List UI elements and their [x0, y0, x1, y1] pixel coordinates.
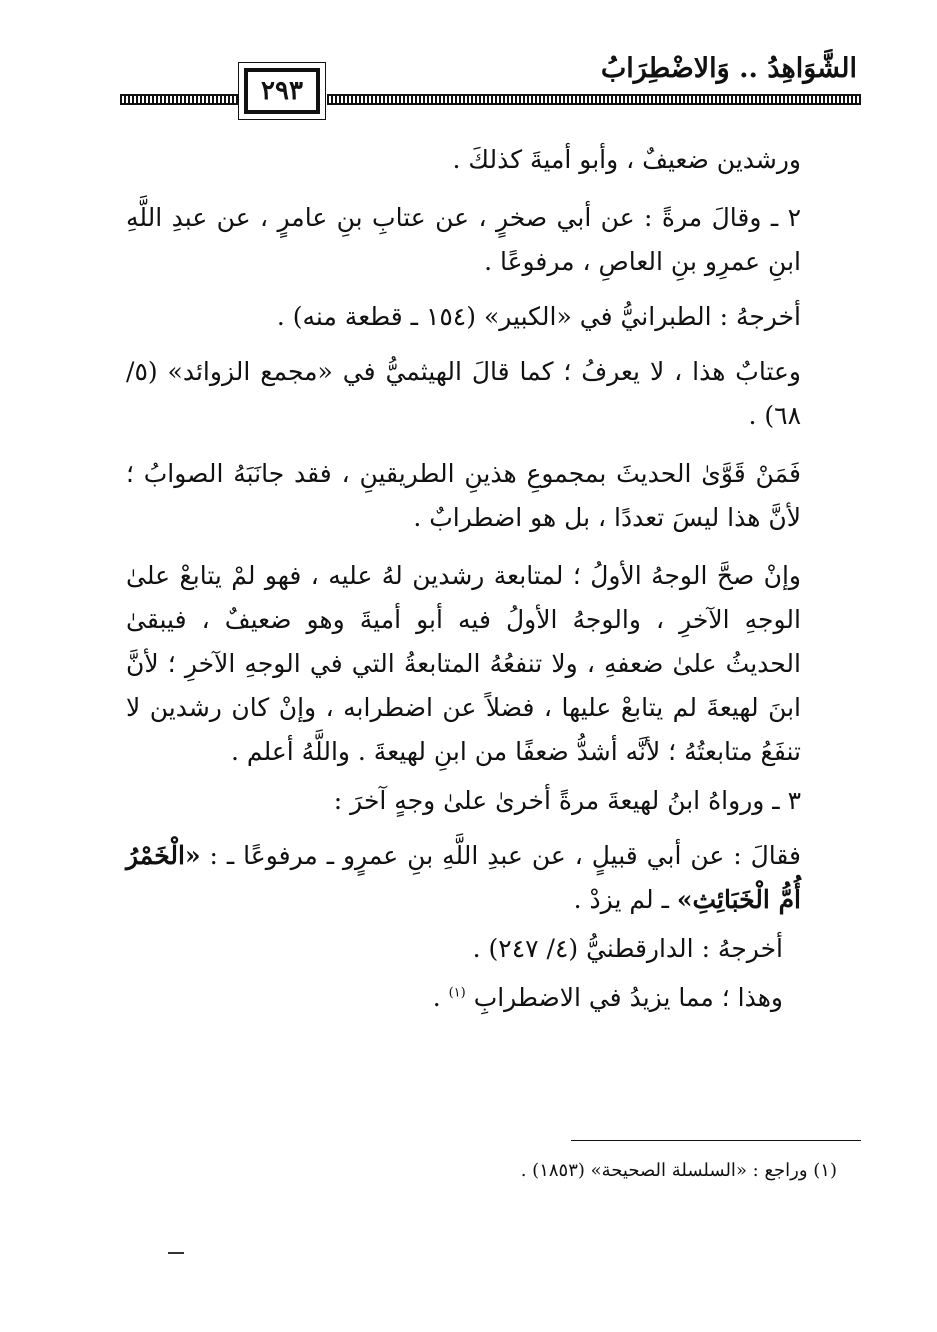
paragraph-10-end: . [432, 983, 449, 1012]
paragraph-6: وإنْ صحَّ الوجهُ الأولُ ؛ لمتابعة رشدين لهُ عليه ، فهو لمْ يتابعْ علىٰ الوجهِ الآخرِ ، والوجهُ الأولُ فيه أبو أميةَ وهو ضعيفٌ ، فيبقىٰ الحديثُ علىٰ ضعفهِ ، ولا تنفعُهُ المتابعةُ التي في الوجهِ الآخرِ ؛ لأنَّ ابنَ لهيعةَ لم يتابعْ عليها ، فضلاً عن اضطرابه ، وإنْ كان رشدين لا تنفَعُ متابعتُهُ ؛ لأنَّه أشدُّ ضعفًا من ابنِ لهيعةَ . واللَّهُ أعلم . [126, 561, 801, 766]
paragraph-8-text: فقالَ : عن أبي قبيلٍ ، عن عبدِ اللَّهِ بنِ عمرٍو ـ مرفوعًا ـ : [209, 841, 801, 870]
hadith-quote: «الْخَمْرُ أُمُّ الْخَبَائِثِ» [126, 841, 801, 914]
footnote-separator [571, 1140, 861, 1141]
paragraph-10 [126, 976, 861, 1020]
paragraph-8 [126, 834, 861, 922]
page-number: ٢٩٣ [244, 68, 320, 114]
paragraph-4: وعتابٌ هذا ، لا يعرفُ ؛ كما قالَ الهيثميُّ في «مجمع الزوائد» (٥/ ٦٨) . [126, 357, 801, 430]
header-rule-right [327, 94, 861, 105]
footnote-reference[interactable]: (١) [448, 985, 466, 1001]
paragraph-10-text: وهذا ؛ مما يزيدُ في الاضطرابِ [473, 983, 783, 1012]
paragraph-8-end: ـ لم يزدْ . [573, 885, 669, 914]
paragraph-3: أخرجهُ : الطبرانيُّ في «الكبير» (١٥٤ ـ قطعة منه) . [276, 302, 801, 331]
paragraph-5: فَمَنْ قَوَّىٰ الحديثَ بمجموعِ هذينِ الطريقينِ ، فقد جانَبَهُ الصوابُ ؛ لأنَّ هذا ليسَ تعددًا ، بل هو اضطرابٌ . [126, 459, 801, 532]
paragraph-2: ٢ ـ وقالَ مرةً : عن أبي صخرٍ ، عن عتابِ بنِ عامرٍ ، عن عبدِ اللَّهِ ابنِ عمرِو بنِ العاصِ ، مرفوعًا . [126, 203, 801, 276]
scan-mark [168, 1252, 184, 1254]
paragraph-9: أخرجهُ : الدارقطنيُّ (٤/ ٢٤٧) . [472, 934, 783, 963]
footnote-1: (١) وراجع : «السلسلة الصحيحة» (١٨٥٣) . [520, 1160, 837, 1181]
header-rule-left [120, 94, 238, 105]
body-text [126, 138, 861, 1020]
paragraph-1: ورشدين ضعيفٌ ، وأبو أميةَ كذلكَ . [452, 145, 801, 174]
running-title: الشَّوَاهِدُ .. وَالاضْطِرَابُ [600, 53, 857, 84]
paragraph-7: ٣ ـ ورواهُ ابنُ لهيعةَ مرةً أخرىٰ علىٰ وجهٍ آخرَ : [333, 786, 801, 815]
